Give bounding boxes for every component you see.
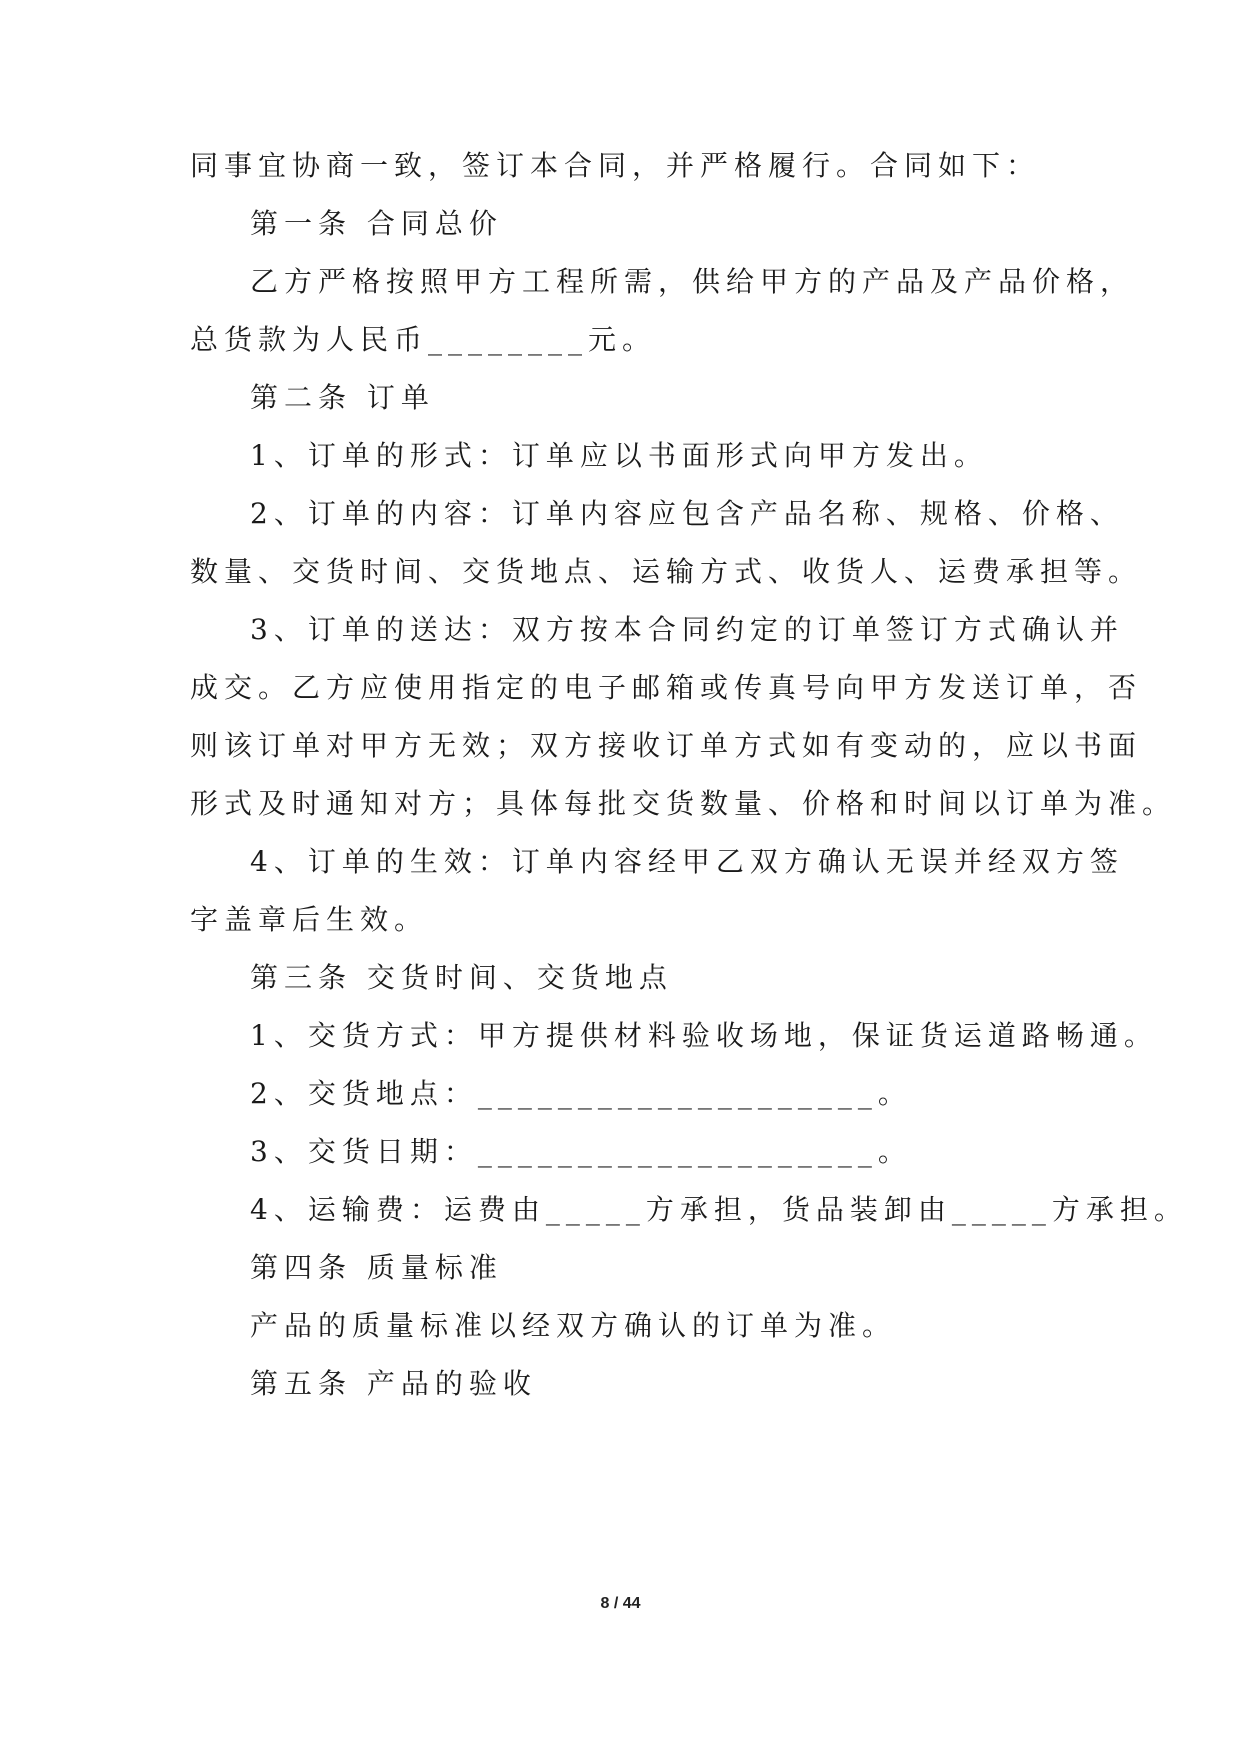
page-number: 8 / 44 (600, 1595, 641, 1612)
clause-order-content-line-1: 2、订单的内容：订单内容应包含产品名称、规格、价格、 (250, 497, 1124, 530)
clause-delivery-place: 2、交货地点：____________________。 (250, 1077, 912, 1110)
clause-order-effect-line-1: 4、订单的生效：订单内容经甲乙双方确认无误并经双方签 (250, 845, 1124, 878)
paragraph-intro-continuation: 同事宜协商一致，签订本合同，并严格履行。合同如下： (190, 149, 1041, 182)
heading-article-4: 第四条 质量标准 (250, 1251, 503, 1284)
clause-order-delivery-line-4: 形式及时通知对方；具体每批交货数量、价格和时间以订单为准。 (190, 787, 1177, 820)
clause-delivery-date: 3、交货日期：____________________。 (250, 1135, 912, 1168)
heading-article-3: 第三条 交货时间、交货地点 (250, 961, 673, 994)
paragraph-total-price-line-1: 乙方严格按照甲方工程所需，供给甲方的产品及产品价格， (250, 265, 1135, 298)
clause-order-delivery-line-3: 则该订单对甲方无效；双方接收订单方式如有变动的，应以书面 (190, 729, 1143, 762)
heading-article-2: 第二条 订单 (250, 381, 435, 414)
clause-order-effect-line-2: 字盖章后生效。 (190, 903, 429, 936)
paragraph-total-price-line-2: 总货款为人民币________元。 (190, 323, 657, 356)
clause-order-delivery-line-2: 成交。乙方应使用指定的电子邮箱或传真号向甲方发送订单，否 (190, 671, 1143, 704)
clause-order-content-line-2: 数量、交货时间、交货地点、运输方式、收货人、运费承担等。 (190, 555, 1143, 588)
clause-delivery-method: 1、交货方式：甲方提供材料验收场地，保证货运道路畅通。 (250, 1019, 1158, 1052)
heading-article-1: 第一条 合同总价 (250, 207, 503, 240)
heading-article-5: 第五条 产品的验收 (250, 1367, 537, 1400)
paragraph-quality-standard: 产品的质量标准以经双方确认的订单为准。 (250, 1309, 897, 1342)
clause-order-delivery-line-1: 3、订单的送达：双方按本合同约定的订单签订方式确认并 (250, 613, 1124, 646)
clause-order-form: 1、订单的形式：订单应以书面形式向甲方发出。 (250, 439, 988, 472)
clause-transport-fee: 4、运输费：运费由_____方承担，货品装卸由_____方承担。 (250, 1193, 1188, 1226)
